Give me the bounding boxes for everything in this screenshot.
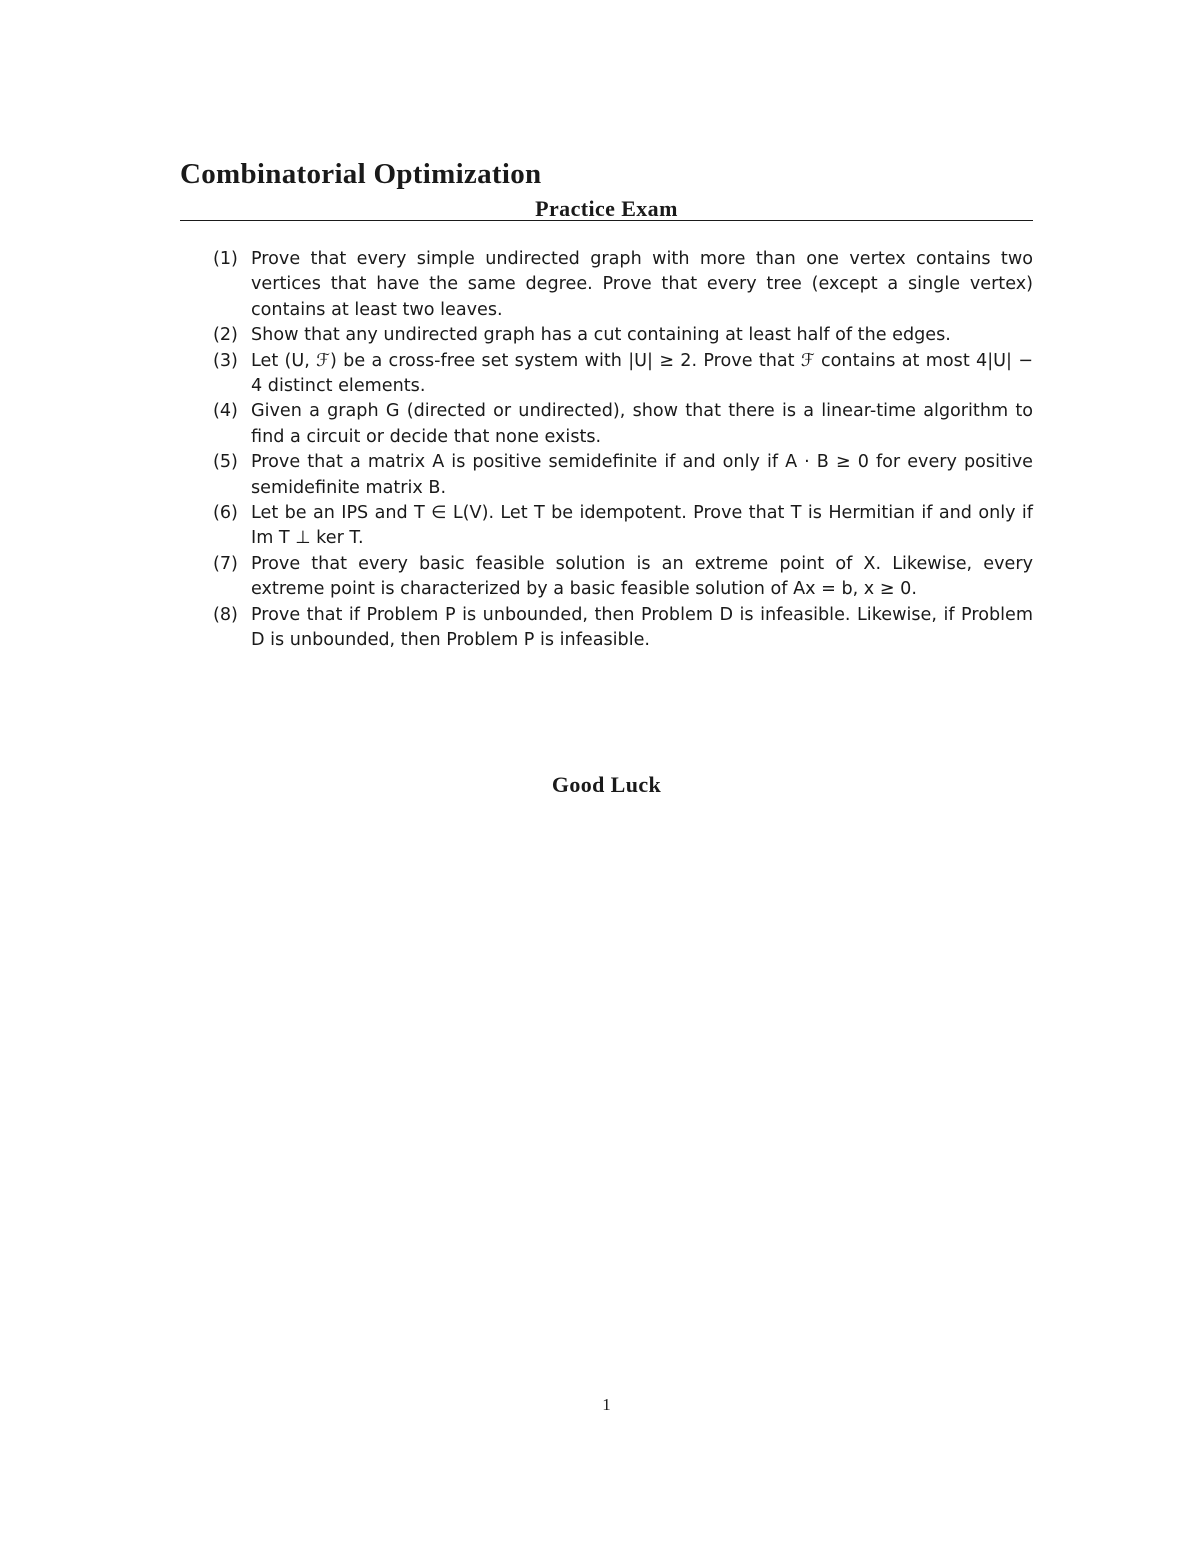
closing-remark: Good Luck [551, 772, 662, 797]
problem-item [213, 399, 1033, 450]
problem-number: (2) [213, 325, 238, 346]
problem-number: (8) [213, 604, 238, 625]
problem-text: Prove that every basic feasible solution is an extreme point of X. Likewise, every extreme point is characterized by a basic feasible solution of Ax = b, x ≥ 0. [251, 553, 1033, 600]
problem-text: Let be an IPS and T ∈ L(V). Let T be idempotent. Prove that T is Hermitian if and only if Im T ⊥ ker T. [251, 503, 1033, 549]
problem-number: (3) [213, 350, 238, 371]
problem-number: (5) [213, 452, 238, 473]
problem-text: Given a graph G (directed or undirected), show that there is a linear-time algorithm to find a circuit or decide that none exists. [251, 401, 1033, 447]
problem-item [213, 501, 1033, 552]
title-divider [180, 220, 1033, 221]
problem-number: (6) [213, 503, 238, 524]
problem-number: (4) [213, 401, 238, 422]
problem-list [213, 247, 1033, 654]
problem-text: Prove that a matrix A is positive semidefinite if and only if A · B ≥ 0 for every positive semidefinite matrix B. [251, 452, 1033, 498]
problem-text: Prove that if Problem P is unbounded, then Problem D is infeasible. Likewise, if Problem D is unbounded, then Problem P is infeasible. [251, 604, 1033, 651]
problem-number: (1) [213, 249, 238, 269]
problem-item [213, 450, 1033, 501]
problem-item [213, 552, 1033, 603]
problem-item [213, 247, 1033, 323]
problem-text: Prove that every simple undirected graph with more than one vertex contains two vertices that have the same degree. Prove that every tree (except a single vertex) contains at least two leaves. [251, 249, 1033, 320]
problem-item [213, 603, 1033, 654]
problem-text: Let (U, ℱ) be a cross-free set system with |U| ≥ 2. Prove that ℱ contains at most 4|U| − 4 distinct elements. [251, 350, 1033, 397]
exam-subtitle: Practice Exam [535, 196, 678, 221]
problem-text: Show that any undirected graph has a cut containing at least half of the edges. [251, 325, 951, 346]
problem-item [213, 323, 1033, 348]
problem-number: (7) [213, 553, 238, 574]
page-title: Combinatorial Optimization [180, 158, 542, 190]
problem-item [213, 349, 1033, 400]
page-number: 1 [602, 1395, 611, 1414]
